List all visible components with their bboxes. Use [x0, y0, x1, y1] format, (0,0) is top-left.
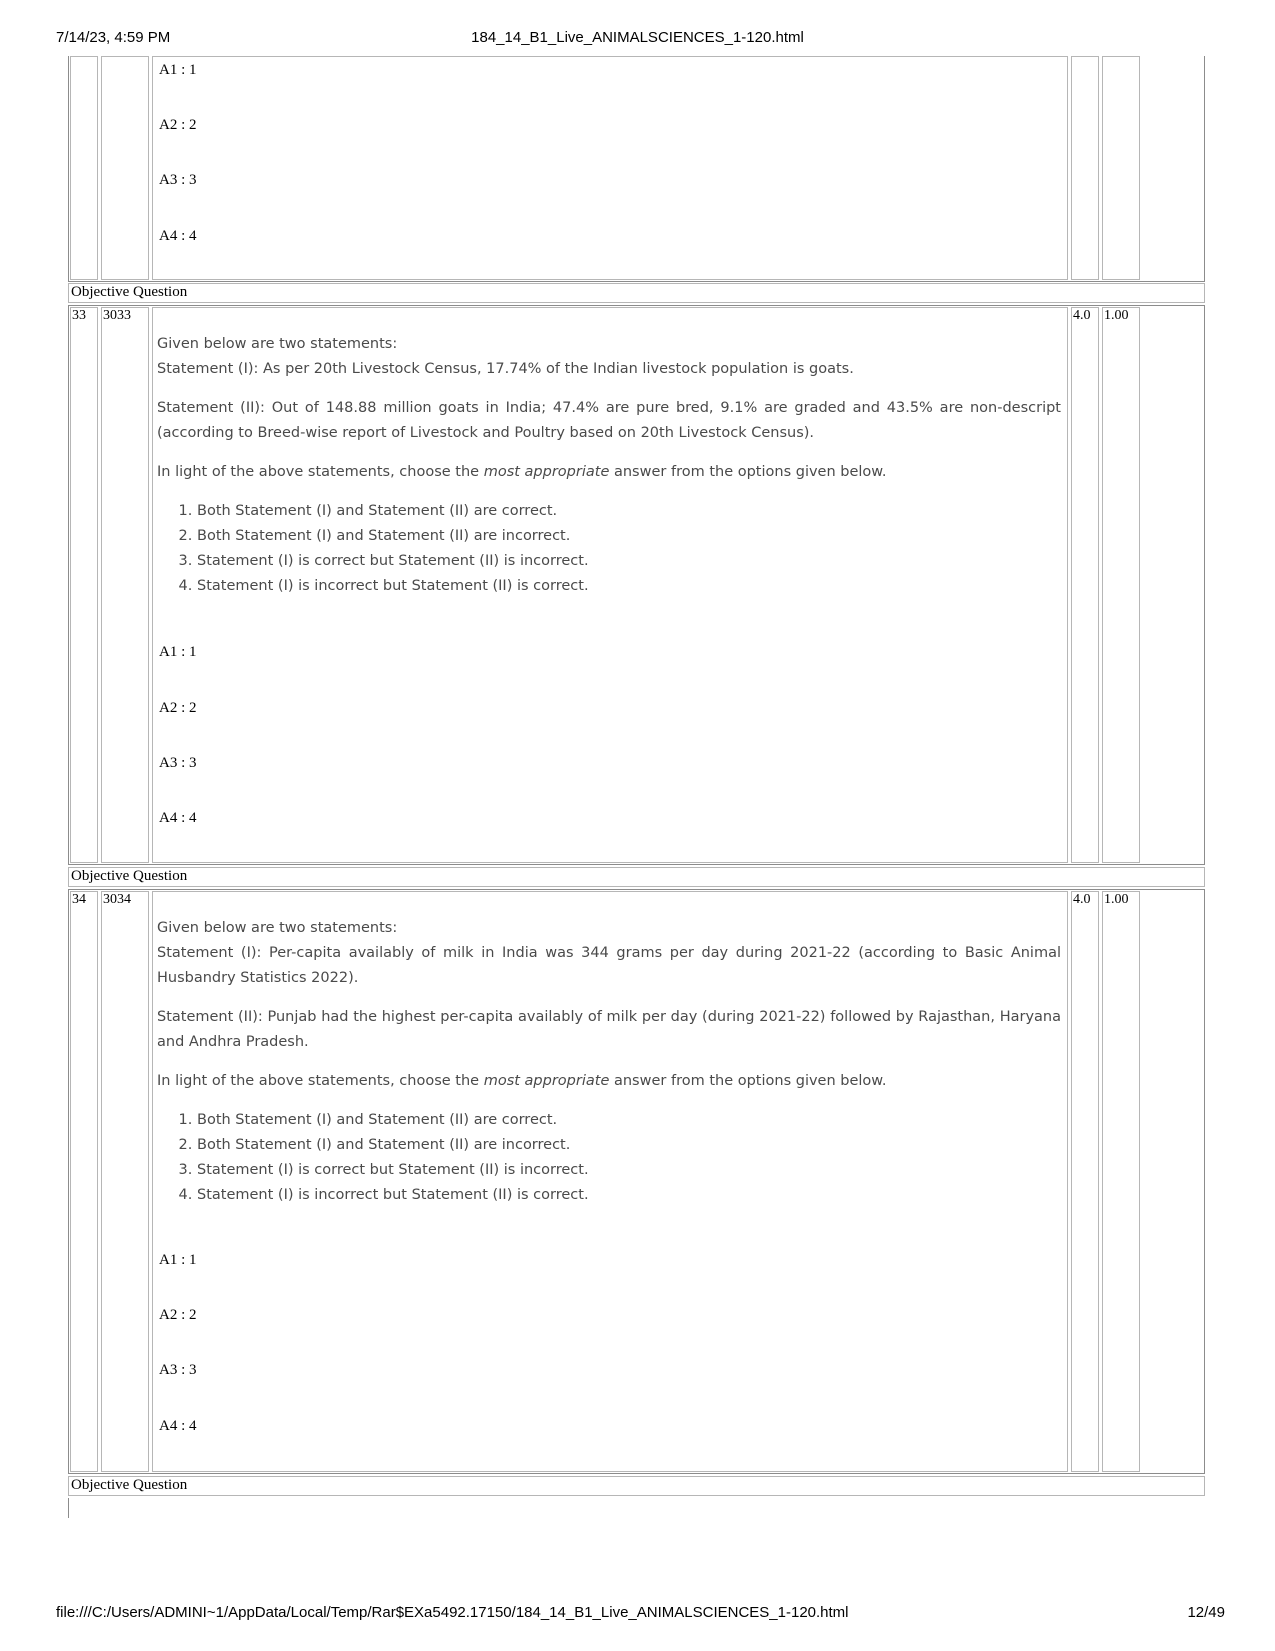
question-intro: Given below are two statements: [157, 920, 398, 936]
section-label-row [68, 1476, 1205, 1496]
question-table [70, 60, 1203, 1595]
answer-option: A1 : 1 [159, 1252, 197, 1268]
answer-option: A2 : 2 [159, 117, 197, 133]
prev-negative-cell [1102, 56, 1140, 280]
answer-option: A3 : 3 [159, 755, 197, 771]
option-list [157, 499, 1061, 599]
marks-cell [1071, 891, 1099, 1472]
negative-marks-cell [1102, 307, 1140, 863]
option-item: 1. Both Statement (I) and Statement (II) are correct. [197, 499, 1061, 524]
question-intro: Given below are two statements: [157, 336, 398, 352]
print-page-number: 12/49 [1187, 1604, 1225, 1621]
question-instruction: In light of the above statements, choose the most appropriate answer from the options given below. [157, 464, 887, 480]
prev-sno-cell [70, 56, 98, 280]
option-item: 3. Statement (I) is correct but Statement (II) is incorrect. [197, 549, 1061, 574]
answer-option: A4 : 4 [159, 810, 197, 826]
print-file-title: 184_14_B1_Live_ANIMALSCIENCES_1-120.html [471, 29, 804, 46]
option-list [157, 1108, 1061, 1208]
answer-option: A1 : 1 [159, 644, 197, 660]
print-datetime: 7/14/23, 4:59 PM [56, 29, 171, 46]
option-item: 2. Both Statement (I) and Statement (II) are incorrect. [197, 1133, 1061, 1158]
question-text [157, 332, 1061, 599]
section-label: Objective Question [71, 1477, 188, 1493]
marks-value: 4.0 [1073, 892, 1091, 907]
answer-option: A3 : 3 [159, 172, 197, 188]
question-content-cell [152, 891, 1068, 1472]
option-item: 3. Statement (I) is correct but Statement (II) is incorrect. [197, 1158, 1061, 1183]
sno-cell [70, 307, 98, 863]
answer-option: A4 : 4 [159, 1418, 197, 1434]
next-row-border [68, 1498, 69, 1518]
serial-number: 33 [72, 308, 86, 323]
question-text [157, 916, 1061, 1208]
question-content-cell [152, 307, 1068, 863]
sno-cell [70, 891, 98, 1472]
statement-1: Statement (I): As per 20th Livestock Census, 17.74% of the Indian livestock population is goats. [157, 361, 854, 377]
qid-cell [101, 307, 149, 863]
option-item: 1. Both Statement (I) and Statement (II) are correct. [197, 1108, 1061, 1133]
prev-qid-cell [101, 56, 149, 280]
serial-number: 34 [72, 892, 86, 907]
answer-option: A2 : 2 [159, 1307, 197, 1323]
negative-marks-value: 1.00 [1104, 892, 1129, 907]
section-label: Objective Question [71, 868, 188, 884]
section-label-row [68, 283, 1205, 303]
print-file-path: file:///C:/Users/ADMINI~1/AppData/Local/Temp/Rar$EXa5492.17150/184_14_B1_Live_ANIMALSCIENCES_1-120.html [56, 1604, 849, 1621]
qid-cell [101, 891, 149, 1472]
question-id: 3034 [103, 892, 131, 907]
answer-option: A3 : 3 [159, 1362, 197, 1378]
marks-cell [1071, 307, 1099, 863]
answer-option: A1 : 1 [159, 62, 197, 78]
section-label-row [68, 867, 1205, 887]
answer-option: A2 : 2 [159, 700, 197, 716]
negative-marks-cell [1102, 891, 1140, 1472]
statement-2: Statement (II): Punjab had the highest per-capita availably of milk per day (during 2021-22) followed by Rajasthan, Haryana and Andhra Pradesh. [157, 1009, 1061, 1050]
prev-marks-cell [1071, 56, 1099, 280]
section-label: Objective Question [71, 284, 188, 300]
statement-2: Statement (II): Out of 148.88 million goats in India; 47.4% are pure bred, 9.1% are graded and 43.5% are non-descript (according to Breed-wise report of Livestock and Poultry based on 20th Livestock Census). [157, 400, 1061, 441]
statement-1: Statement (I): Per-capita availably of milk in India was 344 grams per day during 2021-22 (according to Basic Animal Husbandry Statistics 2022). [157, 945, 1061, 986]
negative-marks-value: 1.00 [1104, 308, 1129, 323]
marks-value: 4.0 [1073, 308, 1091, 323]
answer-option: A4 : 4 [159, 228, 197, 244]
option-item: 4. Statement (I) is incorrect but Statement (II) is correct. [197, 574, 1061, 599]
option-item: 2. Both Statement (I) and Statement (II) are incorrect. [197, 524, 1061, 549]
question-id: 3033 [103, 308, 131, 323]
question-instruction: In light of the above statements, choose the most appropriate answer from the options given below. [157, 1073, 887, 1089]
option-item: 4. Statement (I) is incorrect but Statement (II) is correct. [197, 1183, 1061, 1208]
prev-content-cell [152, 56, 1068, 280]
